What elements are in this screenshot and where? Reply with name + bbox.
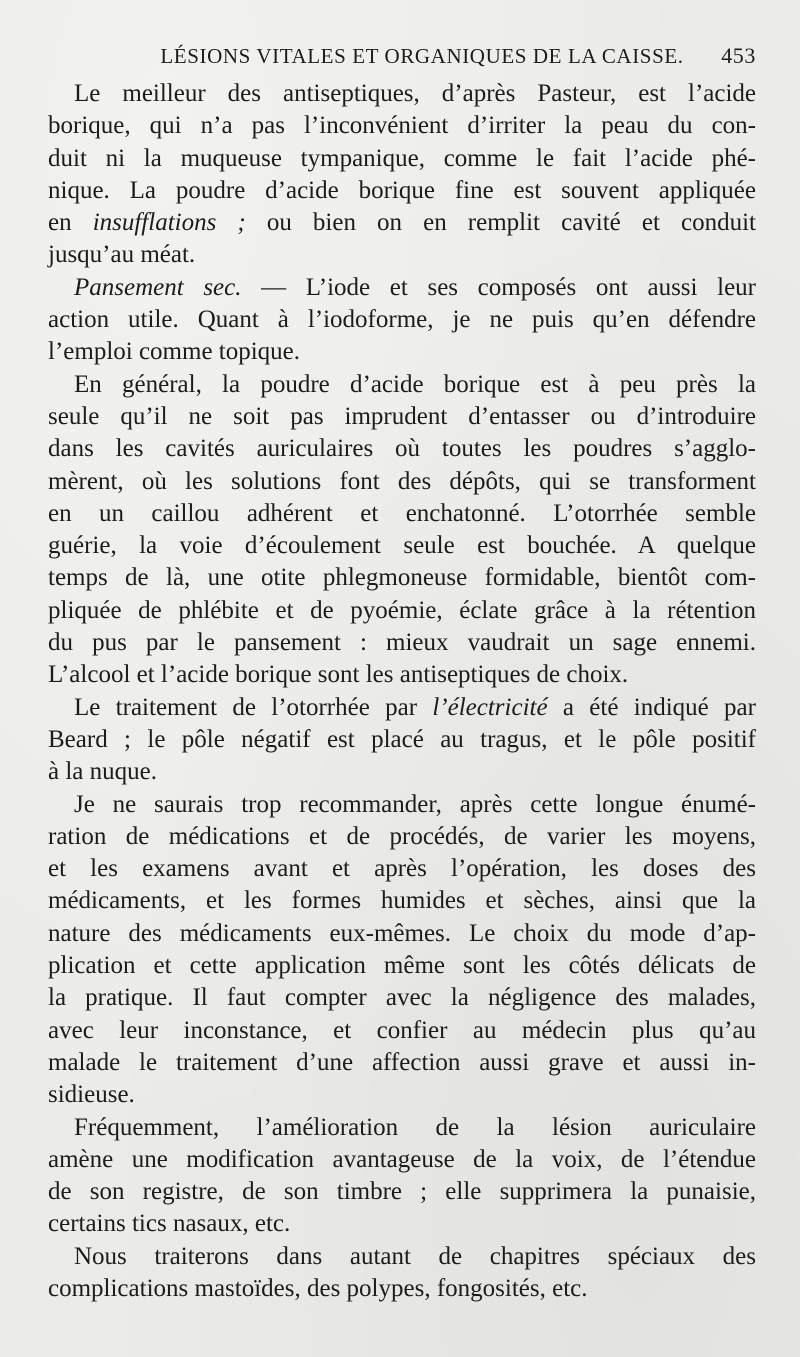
text-fragment: ou bien on en remplit cavité et conduit — [245, 209, 756, 237]
text-fragment: — L’iode et ses composés ont aussi leur — [241, 273, 756, 301]
text-line: En général, la poudre d’acide borique est à peu près la — [74, 370, 756, 398]
text-line: duit ni la muqueuse tympanique, comme le fait l’acide phé- — [48, 144, 756, 172]
text-fragment: en — [48, 209, 93, 237]
italic-term: l’électricité — [432, 693, 548, 721]
paragraph — [48, 1241, 756, 1306]
text-line: pliquée de phlébite et de pyoémie, éclate grâce à la rétention — [48, 596, 756, 624]
text-fragment: a été indiqué par — [547, 693, 756, 721]
text-line: guérie, la voie d’écoulement seule est bouchée. A quelque — [48, 532, 756, 560]
text-line: de son registre, de son timbre ; elle supprimera la punaisie, — [48, 1178, 756, 1206]
text-line: dans les cavités auriculaires où toutes les poudres s’agglo- — [48, 435, 756, 463]
text-line: et les examens avant et après l’opération, les doses des — [48, 855, 756, 883]
text-line: plication et cette application même sont les côtés délicats de — [48, 952, 756, 980]
paragraph — [48, 78, 756, 272]
text-line: nature des médicaments eux-mêmes. Le choix du mode d’ap- — [48, 919, 756, 947]
text-line — [48, 272, 756, 304]
text-line: certains tics nasaux, etc. — [48, 1210, 291, 1238]
text-line: Je ne saurais trop recommander, après cette longue énumé- — [74, 790, 756, 818]
text-line: mèrent, où les solutions font des dépôts, qui se transforment — [48, 467, 756, 495]
text-line: action utile. Quant à l’iodoforme, je ne puis qu’en défendre — [48, 306, 756, 334]
italic-term: insufflations ; — [92, 209, 246, 237]
text-line: amène une modification avantageuse de la voix, de l’étendue — [48, 1145, 756, 1173]
body-text — [48, 78, 756, 1305]
text-line: Nous traiterons dans autant de chapitres spéciaux des — [74, 1242, 756, 1270]
paragraph — [48, 789, 756, 1112]
text-line: Beard ; le pôle négatif est placé au tragus, et le pôle positif — [48, 725, 756, 753]
text-line: médicaments, et les formes humides et sèches, ainsi que la — [48, 887, 756, 915]
text-line: en un caillou adhérent et enchatonné. L’otorrhée semble — [48, 499, 756, 527]
text-line: nique. La poudre d’acide borique fine est souvent appliquée — [48, 176, 756, 204]
text-line — [48, 207, 756, 239]
paragraph — [48, 692, 756, 789]
text-line: temps de là, une otite phlegmoneuse formidable, bientôt com- — [48, 564, 756, 592]
text-line: à la nuque. — [48, 758, 157, 786]
text-line: jusqu’au méat. — [48, 241, 196, 269]
running-title: LÉSIONS VITALES ET ORGANIQUES DE LA CAISSE. — [160, 44, 684, 68]
text-line: L’alcool et l’acide borique sont les antiseptiques de choix. — [48, 661, 629, 689]
text-line: borique, qui n’a pas l’inconvénient d’irriter la peau du con- — [48, 112, 756, 140]
text-fragment: Le traitement de l’otorrhée par — [74, 693, 433, 721]
text-line: la pratique. Il faut compter avec la négligence des malades, — [48, 984, 756, 1012]
paragraph — [48, 272, 756, 369]
text-line: complications mastoïdes, des polypes, fongosités, etc. — [48, 1274, 588, 1302]
text-line: Fréquemment, l’amélioration de la lésion auriculaire — [74, 1113, 756, 1141]
text-line: Le meilleur des antiseptiques, d’après Pasteur, est l’acide — [74, 80, 756, 107]
paragraph — [48, 369, 756, 692]
text-line: seule qu’il ne soit pas imprudent d’entasser ou d’introduire — [48, 402, 756, 430]
italic-heading: Pansement sec. — [74, 273, 242, 301]
text-line: ration de médications et de procédés, de varier les moyens, — [48, 822, 756, 850]
running-header — [48, 34, 756, 78]
text-line: malade le traitement d’une affection aussi grave et aussi in- — [48, 1048, 756, 1076]
text-line: l’emploi comme topique. — [48, 338, 301, 366]
text-line: sidieuse. — [48, 1081, 135, 1109]
text-line — [48, 692, 756, 724]
page-number: 453 — [721, 43, 756, 68]
text-line: du pus par le pansement : mieux vaudrait un sage ennemi. — [48, 629, 756, 657]
text-line: avec leur inconstance, et confier au médecin plus qu’au — [48, 1016, 756, 1044]
paragraph — [48, 1112, 756, 1241]
